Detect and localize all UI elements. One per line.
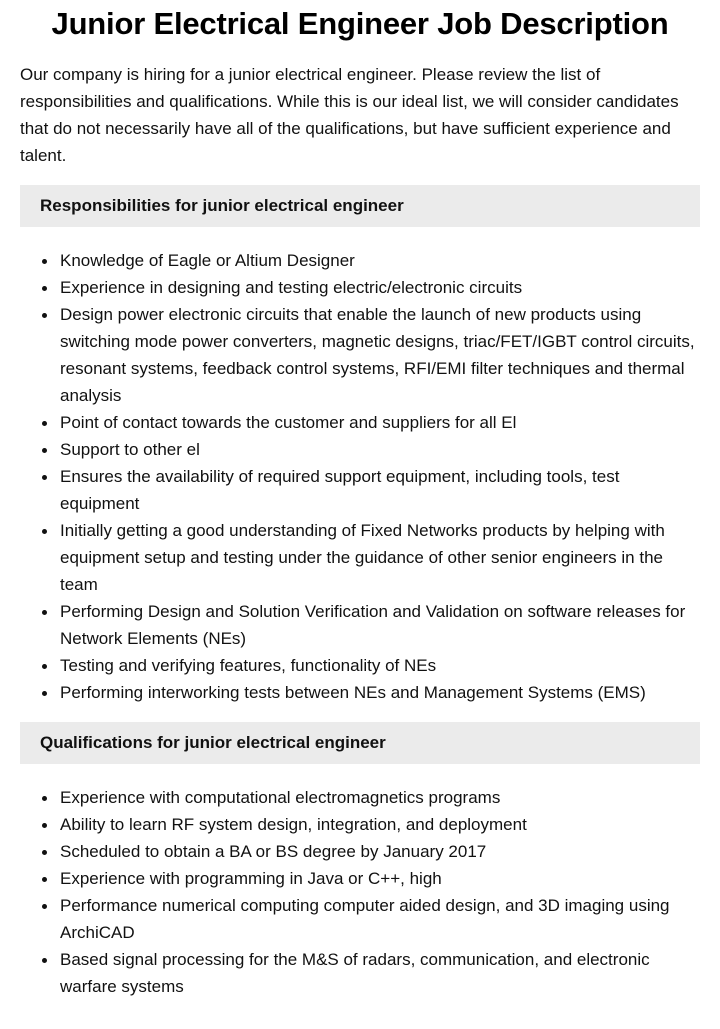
list-item: Ability to learn RF system design, integration, and deployment: [60, 811, 700, 838]
list-item: Testing and verifying features, functionality of NEs: [60, 652, 700, 679]
list-item: Based signal processing for the M&S of radars, communication, and electronic warfare systems: [60, 946, 700, 1000]
page-title: Junior Electrical Engineer Job Description: [51, 6, 669, 41]
list-item: Ensures the availability of required support equipment, including tools, test equipment: [60, 463, 700, 517]
list-item: Performing Design and Solution Verification and Validation on software releases for Network Elements (NEs): [60, 598, 700, 652]
responsibilities-list: [20, 247, 700, 706]
list-item: Performance numerical computing computer aided design, and 3D imaging using ArchiCAD: [60, 892, 700, 946]
list-item: Support to other el: [60, 436, 700, 463]
list-item: Knowledge of Eagle or Altium Designer: [60, 247, 700, 274]
list-item: Performing interworking tests between NEs and Management Systems (EMS): [60, 679, 700, 706]
list-item: Design power electronic circuits that enable the launch of new products using switching mode power converters, magnetic designs, triac/FET/IGBT control circuits, resonant systems, feedback control systems, RFI/EMI filter techniques and thermal analysis: [60, 301, 700, 409]
qualifications-heading: Qualifications for junior electrical engineer: [20, 722, 700, 764]
list-item: Experience in designing and testing electric/electronic circuits: [60, 274, 700, 301]
list-item: Point of contact towards the customer and suppliers for all El: [60, 409, 700, 436]
list-item: Experience with programming in Java or C++, high: [60, 865, 700, 892]
qualifications-list: [20, 784, 700, 1000]
list-item: Experience with computational electromagnetics programs: [60, 784, 700, 811]
list-item: Initially getting a good understanding of Fixed Networks products by helping with equipment setup and testing under the guidance of other senior engineers in the team: [60, 517, 700, 598]
list-item: Scheduled to obtain a BA or BS degree by January 2017: [60, 838, 700, 865]
responsibilities-heading: Responsibilities for junior electrical engineer: [20, 185, 700, 227]
intro-paragraph: Our company is hiring for a junior electrical engineer. Please review the list of responsibilities and qualifications. While this is our ideal list, we will consider candidates that do not necessarily have all of the qualifications, but have sufficient experience and talent.: [20, 65, 679, 165]
